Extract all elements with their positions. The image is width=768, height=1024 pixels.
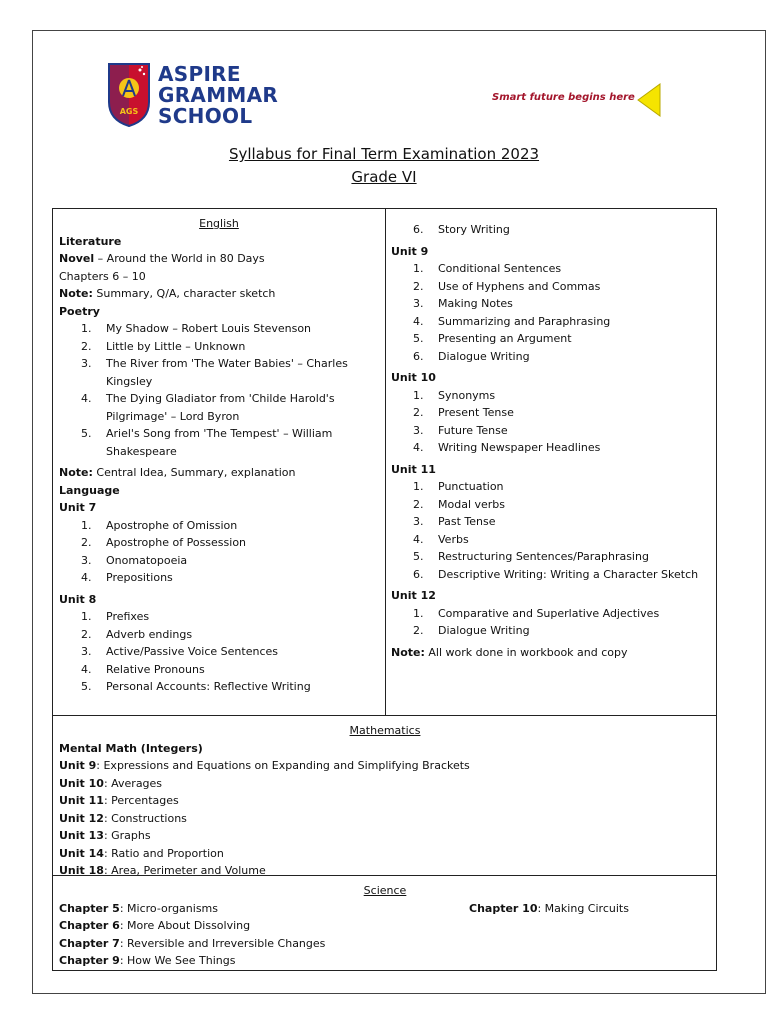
- list-item: 3. Future Tense: [413, 423, 508, 437]
- unit12-label: Unit 12: [391, 589, 436, 602]
- list-item: 2. Dialogue Writing: [413, 624, 530, 637]
- school-name: [158, 64, 278, 127]
- unit11-label: Unit 11: [391, 462, 436, 476]
- list-item: 5. Ariel's Song from 'The Tempest' – William Shakespeare: [81, 427, 333, 458]
- list-item: 3. Making Notes: [413, 297, 513, 310]
- poetry-label: Poetry: [59, 304, 100, 318]
- list-item: Unit 18: Area, Perimeter and Volume: [59, 864, 266, 877]
- list-item: 1. Conditional Sentences: [413, 262, 562, 275]
- list-item: 1. My Shadow – Robert Louis Stevenson: [81, 322, 312, 335]
- unit9-list: [391, 260, 713, 365]
- unit12-list: [391, 605, 713, 640]
- school-name-line3: SCHOOL: [158, 104, 253, 128]
- unit10-list: [391, 387, 713, 457]
- list-item: 3. Past Tense: [413, 515, 496, 528]
- list-item: 3. The River from 'The Water Babies' – Charles Kingsley: [81, 357, 348, 388]
- list-item: 1. Comparative and Superlative Adjectives: [413, 606, 660, 620]
- list-item: Unit 13: Graphs: [59, 829, 151, 842]
- science-section: [52, 875, 717, 971]
- unit8-label: Unit 8: [59, 592, 97, 606]
- document-title: Syllabus for Final Term Examination 2023: [228, 145, 540, 163]
- english-right-column: [391, 221, 713, 661]
- list-item: 6. Story Writing: [413, 223, 510, 236]
- grade-title: Grade VI: [351, 168, 417, 186]
- logo-initials: AGS: [119, 107, 139, 116]
- novel-label: Novel: [59, 252, 95, 265]
- list-item: 4. Prepositions: [81, 571, 173, 584]
- list-item: 5. Restructuring Sentences/Paraphrasing: [413, 550, 649, 563]
- mental-math-label: Mental Math (Integers): [59, 741, 203, 755]
- list-item: 2. Present Tense: [413, 406, 514, 419]
- unit10-label: Unit 10: [391, 371, 436, 384]
- list-item: Unit 12: Constructions: [59, 811, 187, 825]
- unit8-list-left: [59, 608, 379, 696]
- english-heading: English: [199, 217, 239, 230]
- list-item: Unit 10: Averages: [59, 776, 163, 790]
- list-item: 4. Relative Pronouns: [81, 662, 205, 676]
- triangle-pointer-icon: [636, 82, 662, 118]
- list-item: Chapter 5: Micro-organisms: [59, 901, 219, 915]
- list-item: 3. Onomatopoeia: [81, 553, 188, 567]
- literature-label: Literature: [59, 234, 122, 248]
- list-item: 4. The Dying Gladiator from 'Childe Harold's Pilgrimage' – Lord Byron: [81, 392, 335, 423]
- list-item: 2. Apostrophe of Possession: [81, 536, 247, 549]
- list-item: 4. Writing Newspaper Headlines: [413, 441, 601, 454]
- list-item: Unit 11: Percentages: [59, 794, 179, 807]
- list-item: Unit 9: Expressions and Equations on Expanding and Simplifying Brackets: [59, 759, 470, 772]
- list-item: 1. Punctuation: [413, 480, 504, 493]
- list-item: 4. Verbs: [413, 532, 469, 546]
- note-workbook: Note: All work done in workbook and copy: [391, 645, 628, 659]
- poetry-list: [59, 320, 379, 460]
- novel-line: [59, 250, 379, 268]
- language-label: Language: [59, 483, 120, 497]
- note-central-idea: Note: Central Idea, Summary, explanation: [59, 466, 296, 479]
- science-heading: Science: [363, 884, 407, 897]
- school-shield-logo: [107, 62, 151, 128]
- note-summary: Note: Summary, Q/A, character sketch: [59, 287, 276, 300]
- list-item: 3. Active/Passive Voice Sentences: [81, 645, 278, 658]
- unit7-list: [59, 517, 379, 587]
- school-name-line2: GRAMMAR: [158, 83, 279, 107]
- list-item: 1. Apostrophe of Omission: [81, 518, 238, 532]
- mathematics-section: [52, 715, 717, 876]
- list-item: Chapter 10: Making Circuits: [469, 901, 629, 915]
- novel-text: – Around the World in 80 Days: [94, 252, 265, 265]
- list-item: 1. Prefixes: [81, 610, 150, 623]
- english-section: [52, 208, 717, 716]
- tagline: Smart future begins here: [492, 92, 635, 103]
- list-item: Chapter 6: More About Dissolving: [59, 919, 251, 932]
- column-divider: [385, 209, 386, 715]
- mathematics-heading: Mathematics: [349, 724, 421, 737]
- list-item: 5. Presenting an Argument: [413, 332, 572, 345]
- list-item: 2. Adverb endings: [81, 627, 193, 641]
- english-left-column: [59, 215, 379, 696]
- list-item: Unit 14: Ratio and Proportion: [59, 846, 224, 860]
- unit9-label: Unit 9: [391, 244, 429, 258]
- school-name-line1: ASPIRE: [158, 62, 241, 86]
- unit8-list-right: [391, 221, 713, 239]
- list-item: 6. Descriptive Writing: Writing a Character Sketch: [413, 567, 699, 581]
- list-item: 2. Modal verbs: [413, 497, 506, 511]
- list-item: 2. Little by Little – Unknown: [81, 339, 246, 353]
- list-item: 4. Summarizing and Paraphrasing: [413, 314, 611, 328]
- unit11-list: [391, 478, 713, 583]
- list-item: 6. Dialogue Writing: [413, 349, 530, 363]
- chapters-line: Chapters 6 – 10: [59, 269, 146, 283]
- list-item: 2. Use of Hyphens and Commas: [413, 279, 601, 293]
- list-item: Chapter 9: How We See Things: [59, 954, 236, 967]
- unit7-label: Unit 7: [59, 501, 97, 514]
- list-item: 1. Synonyms: [413, 388, 496, 402]
- list-item: 5. Personal Accounts: Reflective Writing: [81, 680, 311, 693]
- list-item: Chapter 7: Reversible and Irreversible Changes: [59, 936, 326, 950]
